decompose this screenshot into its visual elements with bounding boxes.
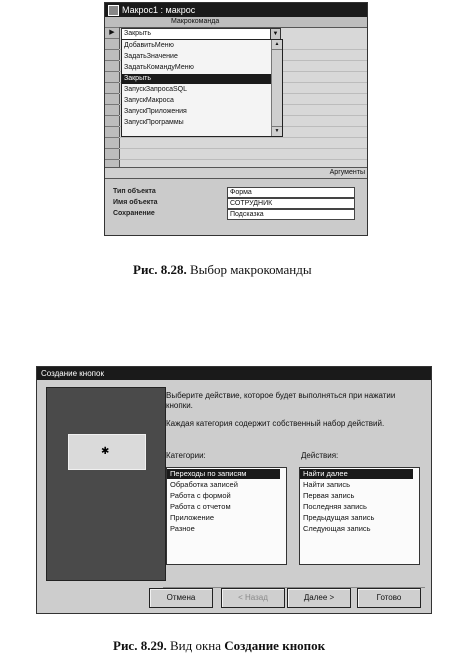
- grid-line: [119, 148, 367, 149]
- macro-window-titlebar: [105, 3, 367, 17]
- arguments-bar: [105, 167, 367, 179]
- figure-caption-2-number: Рис. 8.29.: [113, 638, 167, 653]
- action-item[interactable]: Найти запись: [303, 480, 351, 489]
- command-button-wizard: [36, 366, 432, 614]
- pointer-cursor-icon: ✱: [101, 446, 110, 457]
- row-selector[interactable]: [105, 94, 119, 105]
- figure-caption-2-bold: Создание кнопок: [224, 638, 326, 653]
- action-item[interactable]: Первая запись: [303, 491, 355, 500]
- row-selector-corner: [105, 17, 119, 28]
- wizard-title: Создание кнопок: [41, 369, 104, 378]
- action-item[interactable]: Последняя запись: [303, 502, 367, 511]
- dropdown-item[interactable]: ЗадатьЗначение: [124, 53, 178, 60]
- object-type-label: Тип объекта: [113, 188, 156, 195]
- grid-line: [119, 137, 367, 138]
- figure-caption-2-text: Вид окна: [166, 638, 225, 653]
- macro-grid: [105, 17, 367, 167]
- action-item-selected[interactable]: Найти далее: [300, 469, 413, 479]
- wizard-titlebar: [37, 367, 431, 380]
- actions-listbox[interactable]: [299, 467, 420, 565]
- row-selector[interactable]: [105, 61, 119, 72]
- back-button[interactable]: < Назад: [221, 588, 285, 608]
- dropdown-item[interactable]: ДобавитьМеню: [124, 42, 174, 49]
- action-arguments-panel: [105, 179, 367, 235]
- save-option-label: Сохранение: [113, 210, 155, 217]
- next-button[interactable]: Далее >: [287, 588, 351, 608]
- dropdown-item[interactable]: ЗадатьКомандуМеню: [124, 64, 194, 71]
- figure-caption-1: [133, 262, 312, 278]
- chevron-down-icon[interactable]: ▼: [270, 29, 280, 39]
- action-item[interactable]: Предыдущая запись: [303, 513, 375, 522]
- row-selector[interactable]: [105, 127, 119, 138]
- arguments-label: Аргументы: [329, 169, 365, 176]
- grid-line: [119, 159, 367, 160]
- category-item[interactable]: Обработка записей: [170, 480, 238, 489]
- row-selector[interactable]: [105, 39, 119, 50]
- row-selector[interactable]: [105, 116, 119, 127]
- scroll-up-icon[interactable]: ▲: [272, 40, 282, 50]
- finish-button[interactable]: Готово: [357, 588, 421, 608]
- row-selector[interactable]: [105, 50, 119, 61]
- button-preview-pane: [46, 387, 166, 581]
- wizard-instruction: Выберите действие, которое будет выполняться при нажатии кнопки.: [166, 391, 396, 410]
- row-selector[interactable]: [105, 149, 119, 160]
- actions-label: Действия:: [301, 451, 339, 460]
- figure-caption-2: [113, 638, 325, 654]
- category-item-selected[interactable]: Переходы по записям: [167, 469, 280, 479]
- dropdown-item[interactable]: ЗапускПриложения: [124, 108, 187, 115]
- categories-listbox[interactable]: [166, 467, 287, 565]
- macro-action-dropdown[interactable]: [121, 39, 283, 137]
- preview-button: [68, 434, 146, 470]
- macro-action-value: Закрыть: [124, 30, 151, 37]
- scroll-down-icon[interactable]: ▼: [272, 126, 282, 136]
- object-name-label: Имя объекта: [113, 199, 158, 206]
- figure-caption-1-text: Выбор макрокоманды: [186, 262, 312, 277]
- macro-window: [104, 2, 368, 236]
- category-item[interactable]: Приложение: [170, 513, 214, 522]
- macro-window-icon: [108, 5, 119, 16]
- category-item[interactable]: Работа с отчетом: [170, 502, 231, 511]
- dropdown-item[interactable]: ЗапускПрограммы: [124, 119, 184, 126]
- wizard-category-note: Каждая категория содержит собственный набор действий.: [166, 419, 385, 428]
- current-row-arrow-icon[interactable]: ▶: [105, 28, 119, 39]
- figure-caption-1-number: Рис. 8.28.: [133, 262, 187, 277]
- category-item[interactable]: Работа с формой: [170, 491, 231, 500]
- macro-column-header-label: Макрокоманда: [171, 18, 220, 25]
- object-name-field[interactable]: СОТРУДНИК: [227, 198, 355, 209]
- categories-label: Категории:: [166, 451, 206, 460]
- row-selector[interactable]: [105, 105, 119, 116]
- row-selector-column: [105, 17, 120, 167]
- dropdown-item-selected[interactable]: Закрыть: [122, 74, 271, 84]
- macro-column-header[interactable]: [119, 17, 367, 28]
- row-selector[interactable]: [105, 138, 119, 149]
- object-type-field[interactable]: Форма: [227, 187, 355, 198]
- dropdown-scrollbar[interactable]: [271, 40, 282, 136]
- macro-window-title: Макрос1 : макрос: [122, 5, 196, 15]
- category-item[interactable]: Разное: [170, 524, 195, 533]
- dropdown-item[interactable]: ЗапускЗапросаSQL: [124, 86, 187, 93]
- row-selector[interactable]: [105, 83, 119, 94]
- save-option-field[interactable]: Подсказка: [227, 209, 355, 220]
- cancel-button[interactable]: Отмена: [149, 588, 213, 608]
- action-item[interactable]: Следующая запись: [303, 524, 371, 533]
- dropdown-item[interactable]: ЗапускМакроса: [124, 97, 174, 104]
- row-selector[interactable]: [105, 72, 119, 83]
